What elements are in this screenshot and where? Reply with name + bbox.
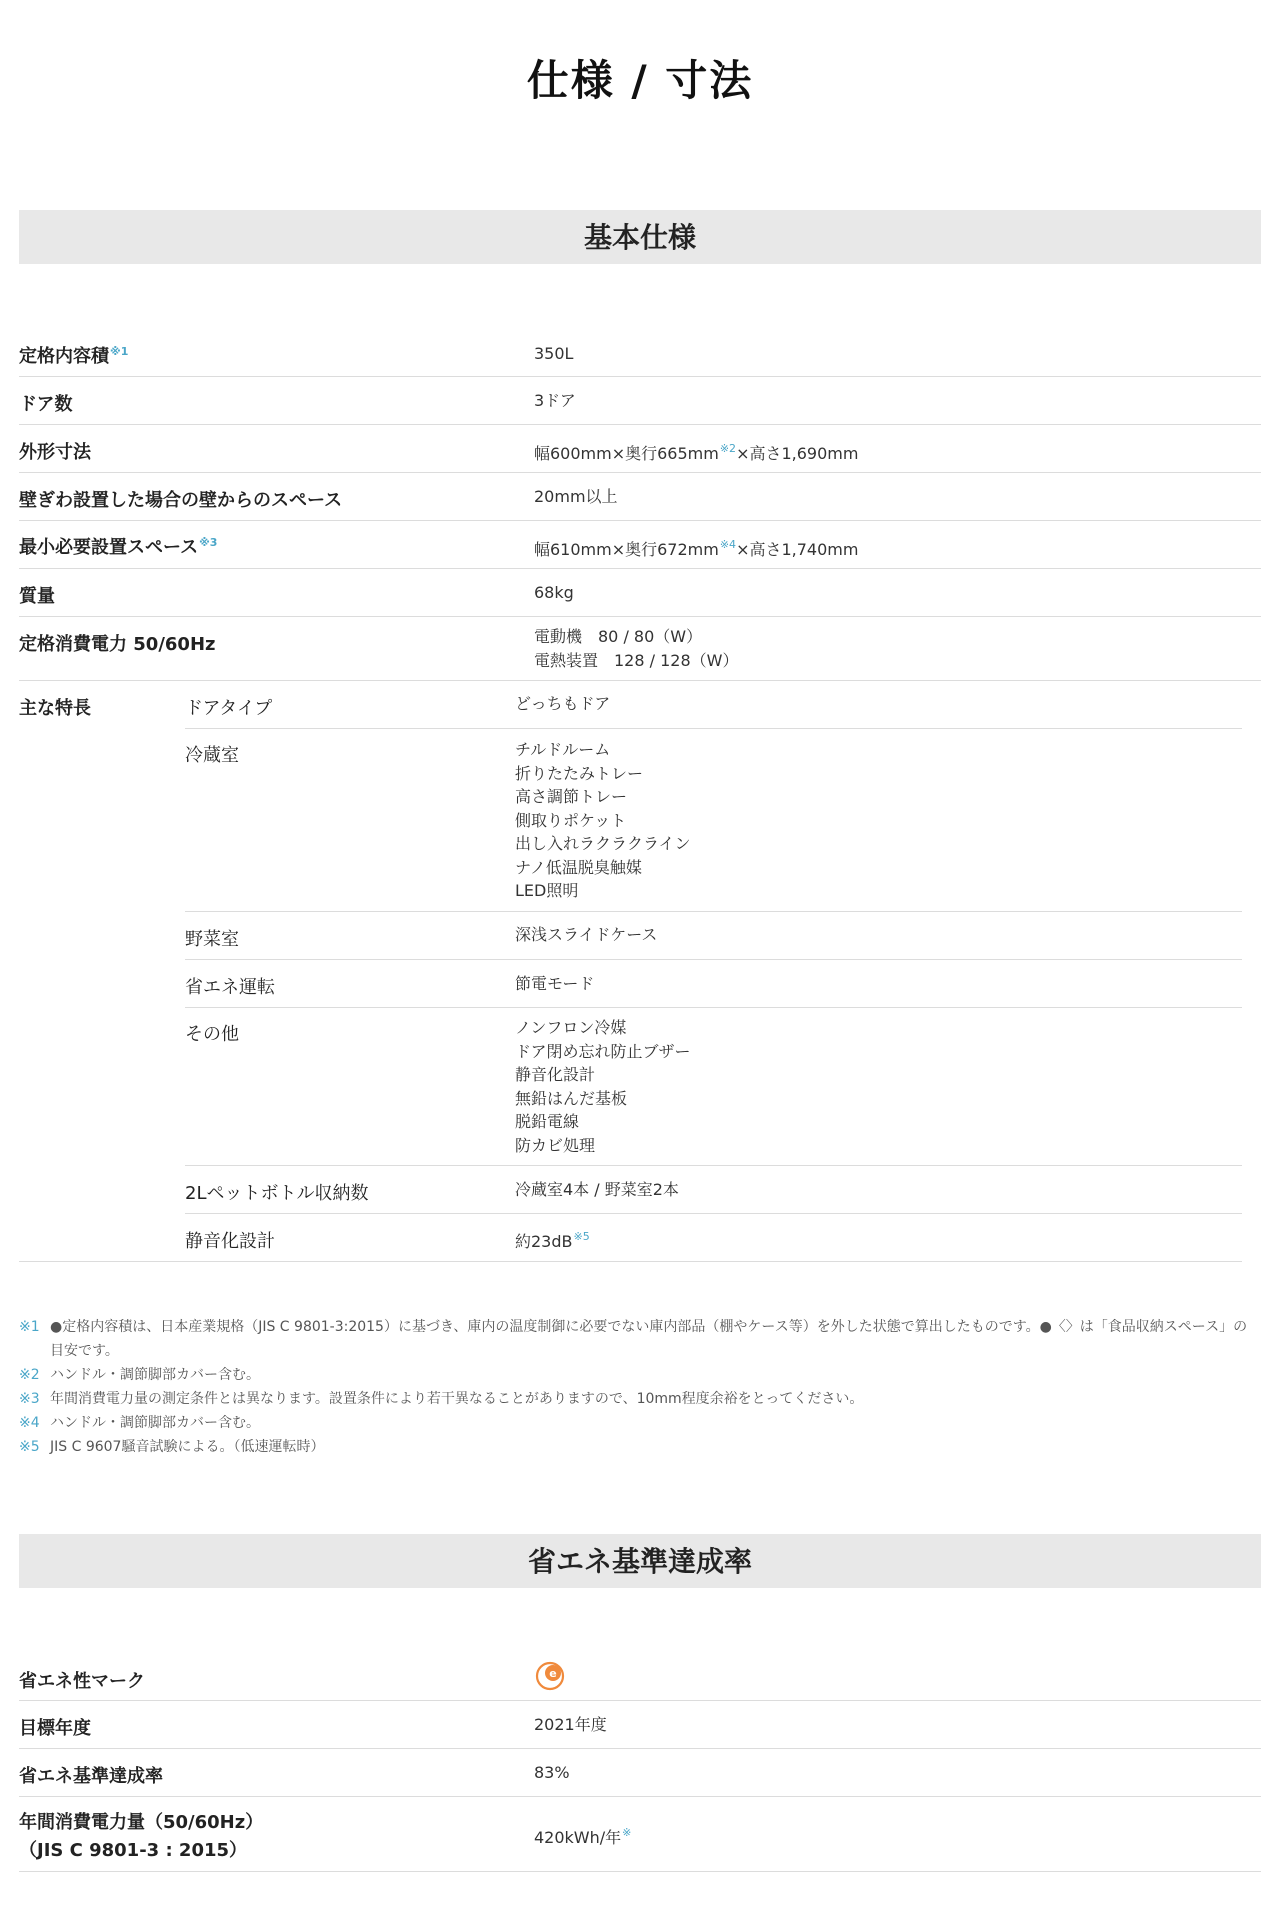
footnote: ※5 JIS C 9607騒音試験による。（低速運転時） <box>19 1439 325 1455</box>
spec-value: 83% <box>534 1763 570 1782</box>
feature-row-other <box>185 1008 1242 1166</box>
spec-value: 2021年度 <box>534 1715 607 1734</box>
feature-row-noise <box>185 1214 1242 1262</box>
feature-label: その他 <box>185 1024 239 1045</box>
spec-value: 幅610mm×奥行$672mm^{※4}\times$高さ1,740mm <box>534 538 859 559</box>
spec-value-line: 電動機 80 / 80（W） <box>534 627 703 646</box>
spec-label: 省エネ基準達成率 <box>19 1766 163 1787</box>
svg-text:e: e <box>549 1667 557 1680</box>
spec-row-weight <box>19 569 1261 617</box>
spec-value: 20mm以上 <box>534 487 618 506</box>
spec-label: 省エネ性マーク <box>19 1671 145 1692</box>
feature-label: 冷蔵室 <box>185 745 239 766</box>
feature-value: 深浅スライドケース <box>515 925 658 944</box>
footnote: ※4 ハンドル・調節脚部カバー含む。 <box>19 1415 260 1431</box>
spec-label: 目標年度 <box>19 1718 91 1739</box>
feature-value: 節電モード <box>515 974 595 993</box>
feature-value: 冷蔵室4本 / 野菜室2本 <box>515 1180 679 1199</box>
feature-row-fridge <box>185 729 1242 912</box>
section-heading-energy: 省エネ基準達成率 <box>19 1534 1261 1588</box>
spec-label: 壁ぎわ設置した場合の壁からのスペース <box>19 490 343 511</box>
energy-saving-e-mark-icon <box>534 1660 566 1699</box>
spec-label: 定格内容積$^{※1}$ <box>19 345 129 367</box>
feature-value: 約$23dB^{※5}$ <box>515 1230 590 1251</box>
spec-value: 420kWh/年※ <box>534 1826 632 1847</box>
feature-label: 静音化設計 <box>185 1231 275 1252</box>
feature-label: ドアタイプ <box>185 698 273 719</box>
spec-row-wall-space <box>19 473 1261 521</box>
features-group-label: 主な特長 <box>19 698 91 719</box>
spec-row-doors <box>19 377 1261 425</box>
spec-value: 68kg <box>534 583 574 602</box>
energy-row-annual-consumption <box>19 1797 1261 1872</box>
spec-label: 最小必要設置スペース$^{※3}$ <box>19 536 218 558</box>
spec-label: 外形寸法 <box>19 442 91 463</box>
spec-row-power <box>19 617 1261 681</box>
spec-value: 3ドア <box>534 391 576 410</box>
spec-row-min-space <box>19 521 1261 569</box>
footnote: ※3 年間消費電力量の測定条件とは異なります。設置条件により若干異なることがありますので、10mm程度余裕をとってください。 <box>19 1391 864 1407</box>
spec-label: 定格消費電力 50/60Hz <box>19 634 216 655</box>
spec-value: 350L <box>534 344 574 363</box>
footnotes <box>19 1315 1261 1459</box>
spec-value-line: 電熱装置 128 / 128（W） <box>534 650 739 670</box>
feature-value: どっちもドア <box>515 694 611 713</box>
feature-label: 2Lペットボトル収納数 <box>185 1183 369 1204</box>
spec-label: 年間消費電力量（50/60Hz） （JIS C 9801-3 : 2015） <box>19 1812 264 1861</box>
spec-label: ドア数 <box>19 394 73 415</box>
energy-row-achievement <box>19 1749 1261 1797</box>
energy-row-mark <box>19 1653 1261 1701</box>
feature-row-door-type <box>185 681 1242 729</box>
section-heading-basic-spec: 基本仕様 <box>19 210 1261 264</box>
feature-value: チルドルーム 折りたたみトレー 高さ調節トレー 側取りポケット 出し入れラクラクライン ナノ低温脱臭触媒 LED照明 <box>515 740 691 900</box>
feature-label: 省エネ運転 <box>185 977 275 998</box>
page-title: 仕様 / 寸法 <box>526 56 754 105</box>
feature-row-vegetable <box>185 912 1242 960</box>
feature-row-bottles <box>185 1166 1242 1214</box>
divider <box>19 1261 204 1262</box>
feature-label: 野菜室 <box>185 929 239 950</box>
footnote: ※1 ●定格内容積は、日本産業規格（JIS C 9801-3:2015）に基づき、庫内の温度制御に必要でない庫内部品（棚やケース等）を外した状態で算出したものです。●〈〉は「食品収納スペース」の目安です。 <box>19 1319 1248 1359</box>
spec-value <box>534 625 738 672</box>
footnote: ※2 ハンドル・調節脚部カバー含む。 <box>19 1367 260 1383</box>
energy-row-target-year <box>19 1701 1261 1749</box>
spec-row-capacity <box>19 331 1261 377</box>
spec-row-dimensions <box>19 425 1261 473</box>
feature-row-eco <box>185 960 1242 1008</box>
spec-label: 質量 <box>19 586 55 607</box>
spec-value: 幅600mm×奥行$665mm^{※2}\times$高さ1,690mm <box>534 442 859 463</box>
feature-value: ノンフロン冷媒 ドア閉め忘れ防止ブザー 静音化設計 無鉛はんだ基板 脱鉛電線 防カビ処理 <box>515 1018 691 1155</box>
